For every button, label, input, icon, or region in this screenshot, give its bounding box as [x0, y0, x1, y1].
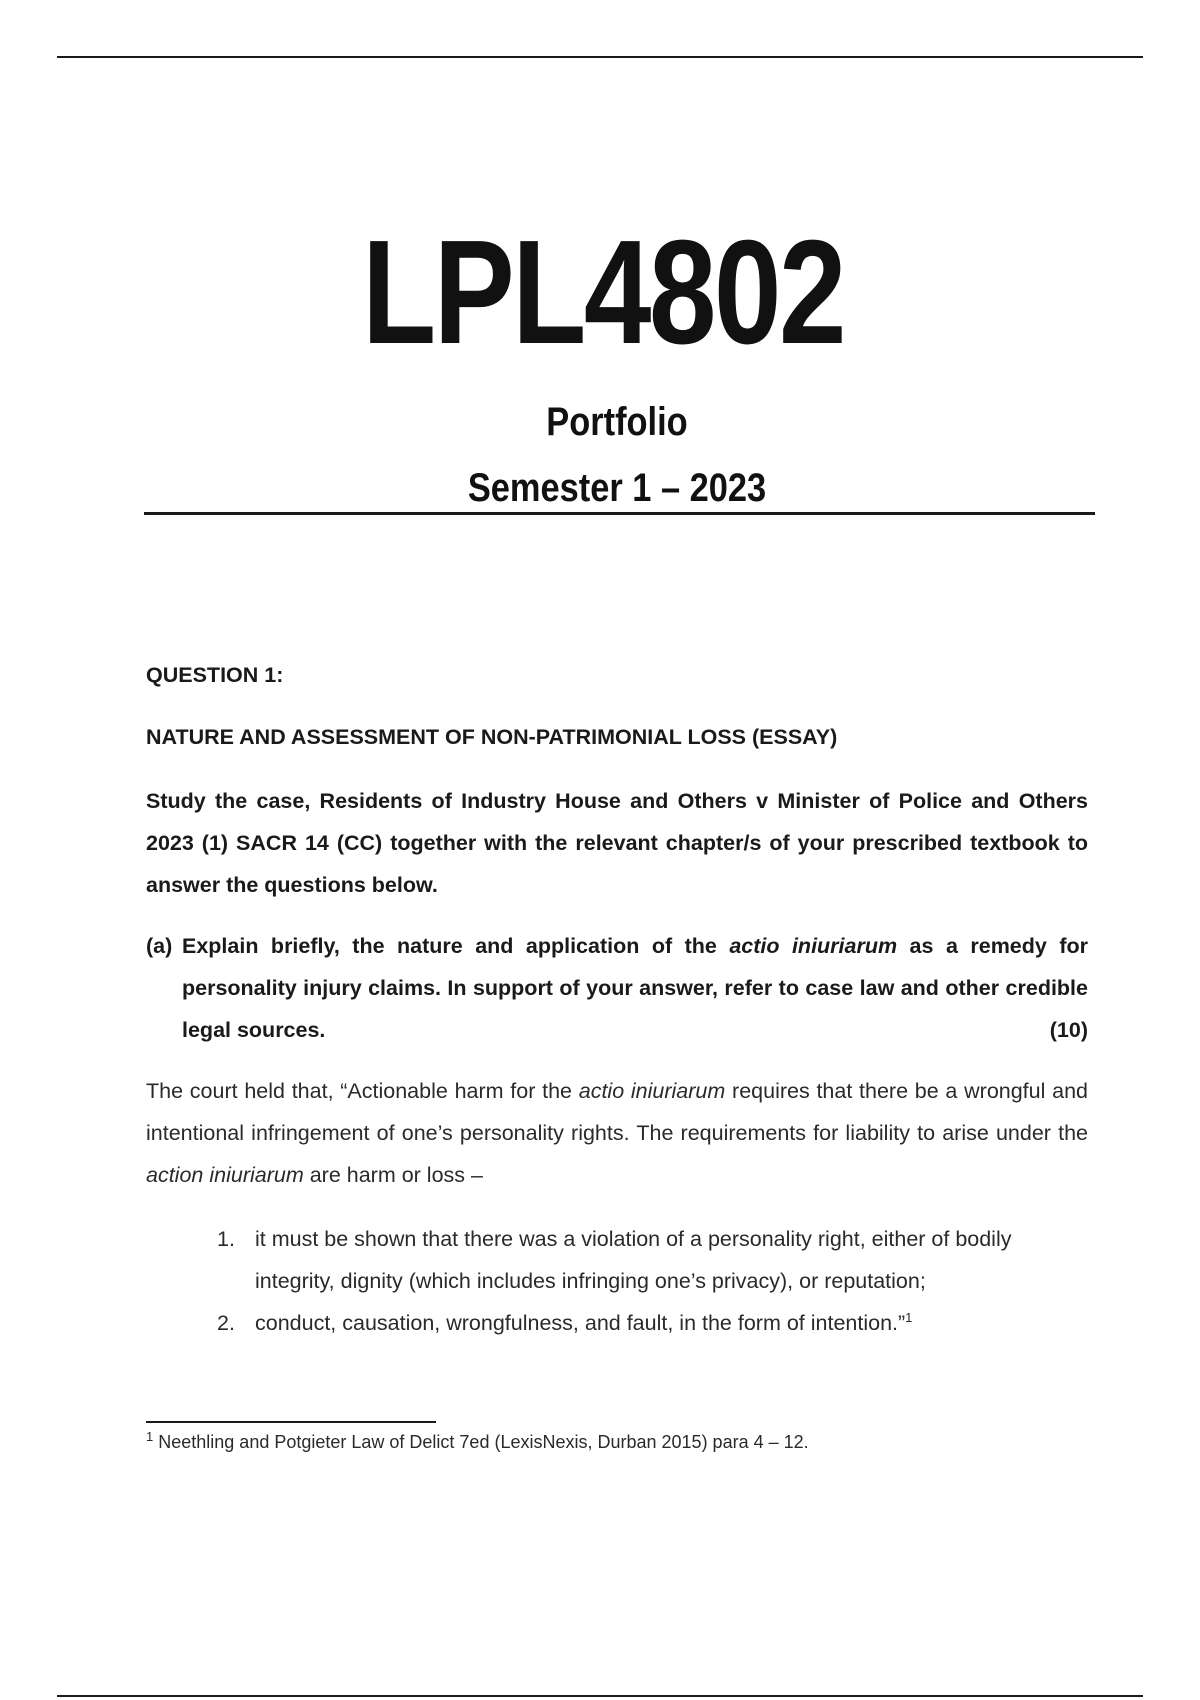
marks-allocation: (10) [1049, 1018, 1088, 1042]
footnote-reference[interactable]: 1 [905, 1309, 913, 1325]
latin-term: actio iniuriarum [729, 934, 898, 958]
title-rule [144, 512, 1095, 515]
bottom-rule [57, 1695, 1143, 1697]
footnote-marker: 1 [146, 1429, 154, 1444]
question-instruction: Study the case, Residents of Industry House and Others v Minister of Police and Others 2023 (1) SACR 14 (CC) together with the relevant chapter/s of your prescribed textbook to answer the questions below. [146, 789, 1088, 897]
semester-title: Semester 1 – 2023 [467, 466, 767, 510]
list-item-text: it must be shown that there was a violation of a personality right, either of bodily integrity, dignity (which includes infringing one’s privacy), or reputation; [255, 1227, 1012, 1293]
list-number: 2. [217, 1311, 235, 1335]
latin-term: actio iniuriarum [578, 1079, 726, 1103]
requirements-list [215, 1218, 1088, 1344]
course-code-title: LPL4802 [362, 210, 845, 375]
footnote-text: Neethling and Potgieter Law of Delict 7ed (LexisNexis, Durban 2015) para 4 – 12. [158, 1432, 809, 1452]
footnote-separator [146, 1421, 436, 1423]
sub-question-text: Explain briefly, the nature and application of the actio iniuriarum as a remedy for personality injury claims. In support of your answer, refer to case law and other credible legal sources. (10) [182, 925, 1088, 1051]
assessment-title: Portfolio [546, 400, 688, 444]
top-rule [57, 56, 1143, 58]
list-item-text: conduct, causation, wrongfulness, and fault, in the form of intention.” [255, 1311, 906, 1335]
footnote [146, 1428, 1088, 1456]
list-item [215, 1302, 1088, 1344]
question-label: QUESTION 1: [146, 663, 284, 687]
question-heading: NATURE AND ASSESSMENT OF NON-PATRIMONIAL LOSS (ESSAY) [146, 725, 838, 749]
sub-question-a [146, 925, 1088, 1051]
list-item [215, 1218, 1088, 1302]
sub-question-letter: (a) [146, 934, 173, 958]
latin-term: action iniuriarum [146, 1163, 304, 1187]
answer-paragraph: The court held that, “Actionable harm for the actio iniuriarum requires that there be a wrongful and intentional infringement of one’s personality rights. The requirements for liability to arise under the action iniuriarum are harm or loss – [146, 1079, 1088, 1187]
list-number: 1. [217, 1227, 235, 1251]
